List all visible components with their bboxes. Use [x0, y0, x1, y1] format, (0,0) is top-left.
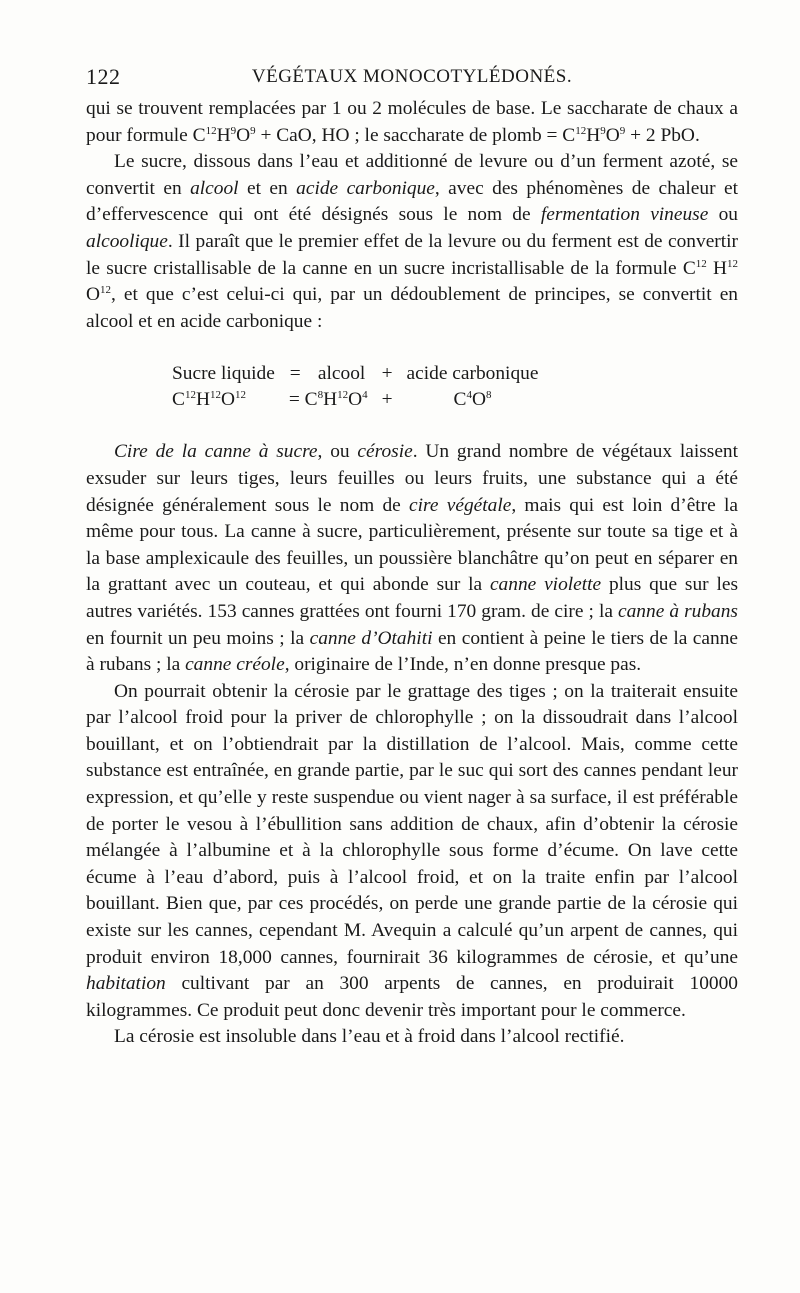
paragraph-5: La cérosie est insoluble dans l’eau et à froid dans l’alcool rectifié.	[114, 1026, 625, 1048]
equation-formulas: $C^{12}H^{12}O^{12}$ = $C^8H^{12}O^4$ + $C^4O^8$	[172, 389, 492, 411]
page-number: 122	[86, 64, 121, 89]
paragraph-1: qui se trouvent remplacées par 1 ou 2 molécules de base. Le saccharate de chaux a pour formule $C^{12}H^9O^9$ + CaO, HO ; le saccharate de plomb = $C^{12}H^9O^9 + 2$ PbO.	[86, 98, 738, 146]
page-header	[86, 64, 738, 94]
equation-words: Sucre liquide = alcool + acide carbonique	[172, 363, 539, 385]
paragraph-3: Cire de la canne à sucre, ou cérosie. Un grand nombre de végétaux laissent exsuder sur leurs tiges, leurs feuilles ou leurs fruits, une substance qui a été désignée généralement sous le nom de cire végétale, mais qui est loin d’être la même pour tous. La canne à sucre, particulièrement, présente sur toute sa tige et à la base amplexicaule des feuilles, un poussière blanchâtre qu’on peut en séparer en la grattant avec un couteau, et qui abonde sur la canne violette plus que sur les autres variétés. 153 cannes grattées ont fourni 170 gram. de cire ; la canne à rubans en fournit un peu moins ; la canne d’Otahiti en contient à peine le tiers de la canne à rubans ; la canne créole, originaire de l’Inde, n’en donne presque pas.	[86, 441, 739, 676]
running-title: VÉGÉTAUX MONOCOTYLÉDONÉS.	[251, 66, 573, 87]
text-body	[86, 96, 738, 1051]
paragraph-2: Le sucre, dissous dans l’eau et additionné de levure ou d’un ferment azoté, se convertit en alcool et en acide carbonique, avec des phénomènes de chaleur et d’effervescence qui ont été désignés sous le nom de fermentation vineuse ou alcoolique. Il paraît que le premier effet de la levure ou du ferment est de convertir le sucre cristallisable de la canne en un sucre incristallisable de la formule $C^{12}$ $H^{12}$ $O^{12}$, et que c’est celui-ci qui, par un dédoublement de principes, se convertit en alcool et en acide carbonique :	[86, 151, 739, 332]
paragraph-4: On pourrait obtenir la cérosie par le grattage des tiges ; on la traiterait ensuite par l’alcool froid pour la priver de chlorophylle ; on la dissoudrait dans l’alcool bouillant, et on l’obtiendrait par la distillation de l’alcool. Mais, comme cette substance est entraînée, en grande partie, par le suc qui sort des cannes pendant leur expression, et qu’elle y reste suspendue ou vient nager à sa surface, il est préférable de porter le vesou à l’ébullition sans addition de chaux, afin d’obtenir la cérosie mélangée à l’albumine et à la chlorophylle sous forme d’écume. On lave cette écume à l’eau d’abord, puis à l’alcool froid, et on la traite enfin par l’alcool bouillant. Bien que, par ces procédés, on perde une grande partie de la cérosie qui existe sur les cannes, cependant M. Avequin a calculé qu’un arpent de cannes, qui produit environ 18,000 cannes, fournirait 36 kilogrammes de cérosie, et qu’une habitation cultivant par an 300 arpents de cannes, en produirait 10000 kilogrammes. Ce produit peut donc devenir très important pour le commerce.	[86, 680, 738, 1021]
fermentation-equation	[172, 361, 552, 413]
